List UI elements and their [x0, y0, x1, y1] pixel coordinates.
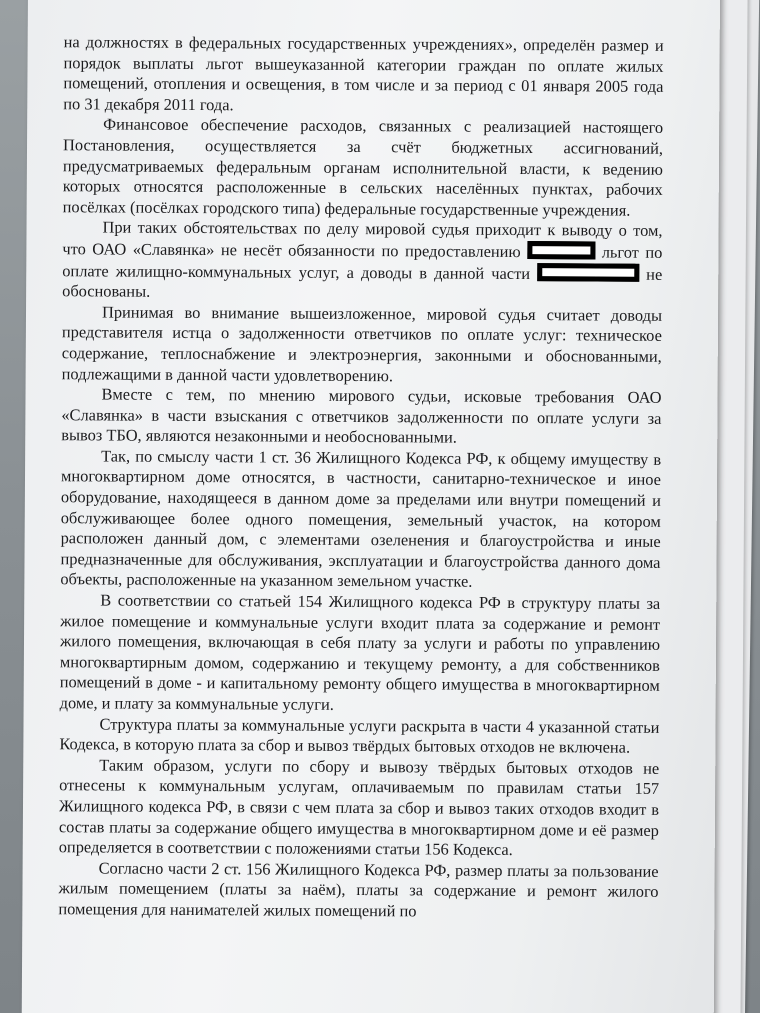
- paragraph-text: не обоснованы.: [62, 264, 663, 301]
- paragraph-text: При таких обстоятельствах по делу мировой судья приходит к выводу о том, что ОАО «Славянка» не несёт обязанности по предоставлению: [62, 217, 663, 261]
- paragraph: Принимая во внимание вышеизложенное, мировой судья считает доводы представителя истца о задолженности ответчиков по оплате услуг: техническое содержание, теплоснабжение и электроэнергия, законными и обоснованными, подлежащими в данной части удовлетворению.: [61, 302, 663, 385]
- paragraph: на должностях в федеральных государственных учреждениях», определён размер и порядок выплаты льгот вышеуказанной категории граждан по оплате жилых помещений, отопления и освещения, в том числе и за период с 01 января 2005 года по 31 декабря 2011 года.: [63, 32, 664, 115]
- paragraph: Таким образом, услуги по сбору и вывозу твёрдых бытовых отходов не отнесены к коммунальным услугам, оплачиваемым по правилам статьи 157 Жилищного кодекса РФ, в связи с чем плата за сбор и вывоз таких отходов входит в состав платы за содержание общего имущества в многоквартирном доме и её размер определяется в соответствии с положениями статьи 156 Кодекса.: [58, 755, 660, 860]
- redaction-box: [527, 241, 595, 259]
- redaction-box: [537, 263, 639, 282]
- paragraph: Так, по смыслу части 1 ст. 36 Жилищного Кодекса РФ, к общему имуществу в многоквартирном доме относятся, в частности, санитарно-техническое и иное оборудование, находящееся в данном доме за пределами или внутри помещений и обслуживающее более одного помещения, земельный участок, на котором расположен данный дом, с элементами озеленения и благоустройства и иные предназначенные для обслуживания, эксплуатации и благоустройства данного дома объекты, расположенные на указанном земельном участке.: [60, 446, 662, 592]
- paragraph: Структура платы за коммунальные услуги раскрыта в части 4 указанной статьи Кодекса, в которую плата за сбор и вывоз твёрдых бытовых отходов не включена.: [59, 714, 660, 757]
- paragraph: [62, 218, 663, 306]
- document-body: [58, 32, 663, 923]
- document-page: [22, 0, 720, 1013]
- paragraph-text: льгот по оплате жилищно-коммунальных услуг, а доводы в данной части: [62, 242, 663, 283]
- paragraph: Согласно части 2 ст. 156 Жилищного Кодекса РФ, размер платы за пользование жилым помещением (платы за наём), платы за содержание и ремонт жилого помещения для нанимателей жилых помещений по: [58, 858, 659, 921]
- paragraph: Финансовое обеспечение расходов, связанных с реализацией настоящего Постановления, осуществляется за счёт бюджетных ассигнований, предусматриваемых федеральным органам исполнительной власти, к ведению которых относятся расположенные в сельских населённых пунктах, рабочих посёлках (посёлках городского типа) федеральные государственные учреждения.: [62, 114, 664, 220]
- paragraph: В соответствии со статьей 154 Жилищного кодекса РФ в структуру платы за жилое помещение и коммунальные услуги входит плата за содержание и ремонт жилого помещения, включающая в себя плату за услуги и работы по управлению многоквартирным домом, содержанию и текущему ремонту, а для собственников помещений в доме - и капитальному ремонту общего имущества в многоквартирном доме, и плату за коммунальные услуги.: [59, 590, 661, 714]
- paragraph: Вместе с тем, по мнению мирового судьи, исковые требования ОАО «Славянка» в части взыскания с ответчиков задолженности по оплате услуги за вывоз ТБО, являются незаконными и необоснованными.: [61, 384, 662, 447]
